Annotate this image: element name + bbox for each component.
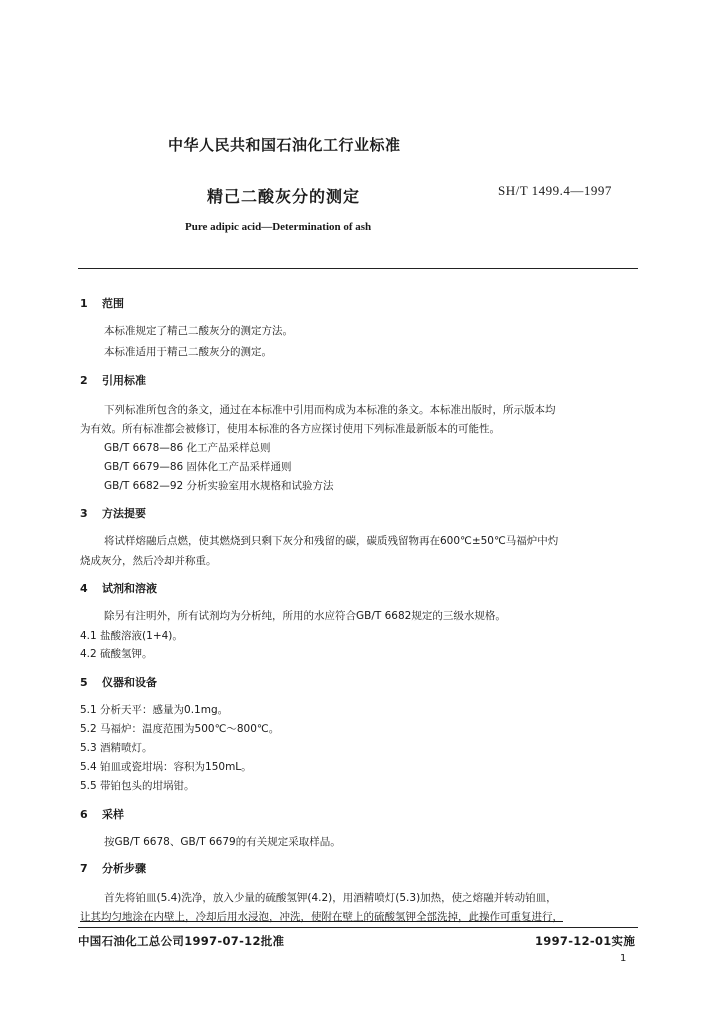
header-divider <box>78 268 638 269</box>
clause-item: 5.3 酒精喷灯。 <box>80 742 153 754</box>
section-heading: 3 方法提要 <box>80 507 146 520</box>
reference-item: GB/T 6678—86 化工产品采样总则 <box>104 442 271 454</box>
reference-item: GB/T 6679—86 固体化工产品采样通则 <box>104 461 292 473</box>
issuing-organization: 中华人民共和国石油化工行业标准 <box>168 136 401 154</box>
section-heading: 4 试剂和溶液 <box>80 582 157 595</box>
section-text: 除另有注明外，所有试剂均为分析纯，所用的水应符合GB/T 6682规定的三级水规格。 <box>104 610 506 622</box>
section-heading: 7 分析步骤 <box>80 862 146 875</box>
section-heading: 6 采样 <box>80 808 124 821</box>
section-text: 按GB/T 6678、GB/T 6679的有关规定采取样品。 <box>104 836 341 848</box>
clause-item: 5.2 马福炉：温度范围为500℃～800℃。 <box>80 723 280 735</box>
standard-code: SH/T 1499.4—1997 <box>498 183 612 198</box>
section-text: 让其均匀地涂在内壁上，冷却后用水浸泡，冲洗，使附在壁上的硫酸氢钾全部洗掉，此操作可重复进行， <box>80 911 563 923</box>
section-text: 烧成灰分，然后冷却并称重。 <box>80 555 217 567</box>
page-number: 1 <box>620 953 627 964</box>
section-text: 将试样熔融后点燃，使其燃烧到只剩下灰分和残留的碳，碳质残留物再在600℃±50℃马福炉中灼 <box>104 535 559 547</box>
section-text: 下列标准所包含的条文，通过在本标准中引用而构成为本标准的条文。本标准出版时，所示版本均 <box>104 404 556 416</box>
clause-item: 5.1 分析天平：感量为0.1mg。 <box>80 704 229 716</box>
implementation-date: 1997-12-01实施 <box>535 934 636 948</box>
clause-item: 4.2 硫酸氢钾。 <box>80 648 153 660</box>
document-title: 精己二酸灰分的测定 <box>207 187 361 206</box>
footer-divider <box>78 927 638 928</box>
approval-note: 中国石油化工总公司1997-07-12批准 <box>78 934 285 948</box>
english-title: Pure adipic acid—Determination of ash <box>185 221 372 233</box>
section-text: 为有效。所有标准都会被修订，使用本标准的各方应探讨使用下列标准最新版本的可能性。 <box>80 423 500 435</box>
section-text: 本标准规定了精己二酸灰分的测定方法。 <box>104 325 293 337</box>
section-text: 首先将铂皿(5.4)洗净，放入少量的硫酸氢钾(4.2)，用酒精喷灯(5.3)加热，使之熔融并转动铂皿， <box>104 892 557 904</box>
clause-item: 5.4 铂皿或瓷坩埚：容积为150mL。 <box>80 761 252 773</box>
reference-item: GB/T 6682—92 分析实验室用水规格和试验方法 <box>104 480 334 492</box>
clause-item: 4.1 盐酸溶液(1+4)。 <box>80 630 183 642</box>
section-text: 本标准适用于精己二酸灰分的测定。 <box>104 346 272 358</box>
clause-item: 5.5 带铂包头的坩埚钳。 <box>80 780 195 792</box>
section-heading: 5 仪器和设备 <box>80 676 157 689</box>
section-heading: 2 引用标准 <box>80 374 146 387</box>
section-heading: 1 范围 <box>80 297 124 310</box>
